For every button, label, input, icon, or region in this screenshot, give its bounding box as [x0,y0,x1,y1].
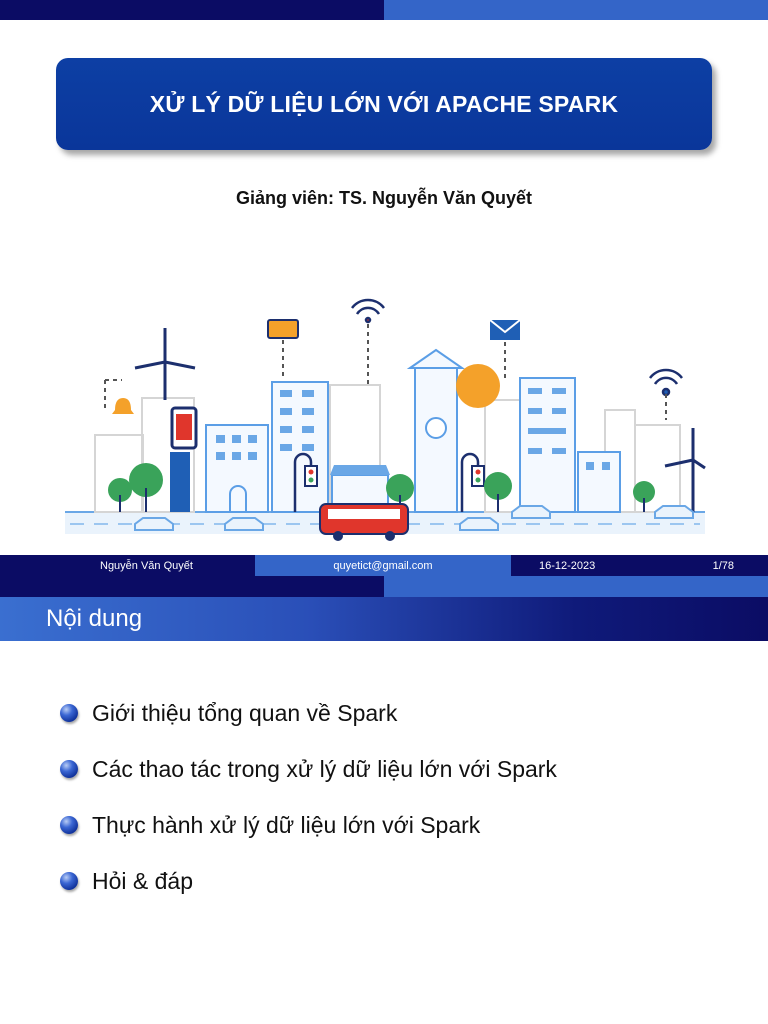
list-item-text: Thực hành xử lý dữ liệu lớn với Spark [92,811,481,838]
slide-title: XỬ LÝ DỮ LIỆU LỚN VỚI APACHE SPARK [149,90,619,117]
footer-right [511,555,768,576]
slide2-top-bar-dark [0,576,384,597]
section-header [0,597,768,641]
bullet-icon [60,704,78,722]
bullet-icon [60,872,78,890]
footer-email: quyetict@gmail.com [255,555,511,576]
slide2-top-bar-light [384,576,768,597]
list-item-text: Hỏi & đáp [92,867,194,894]
footer-author: Nguyễn Văn Quyết [0,555,255,576]
list-item [60,685,740,741]
bullet-icon [60,760,78,778]
bus-icon [320,504,408,541]
top-bar-dark [0,0,384,20]
building [520,378,575,512]
footer-page: 1/78 [712,559,734,572]
bell-icon [112,398,134,414]
building [578,452,620,512]
content-list [60,685,740,909]
wind-turbine-icon [665,428,705,512]
smart-city-illustration [60,290,710,550]
top-bar [0,0,768,20]
traffic-light-icon [462,454,484,512]
footer-bar [0,555,768,576]
top-bar-light [384,0,768,20]
wind-turbine-icon [135,328,195,400]
slide2-top-bar [0,576,768,597]
list-item-text: Các thao tác trong xử lý dữ liệu lớn với Spark [92,755,557,782]
section-title: Nội dung [46,605,143,632]
list-item-text: Giới thiệu tổng quan về Spark [92,699,398,726]
footer-date: 16-12-2023 [539,559,596,572]
list-item [60,853,740,909]
sun-icon [456,364,500,408]
credit-card-icon [268,320,298,338]
wifi-icon [352,300,384,322]
clock-tower-icon [415,368,457,512]
title-box [56,58,712,150]
list-item [60,741,740,797]
wifi-icon [650,370,682,395]
bullet-icon [60,816,78,834]
list-item [60,797,740,853]
lecturer-line: Giảng viên: TS. Nguyễn Văn Quyết [235,188,533,208]
